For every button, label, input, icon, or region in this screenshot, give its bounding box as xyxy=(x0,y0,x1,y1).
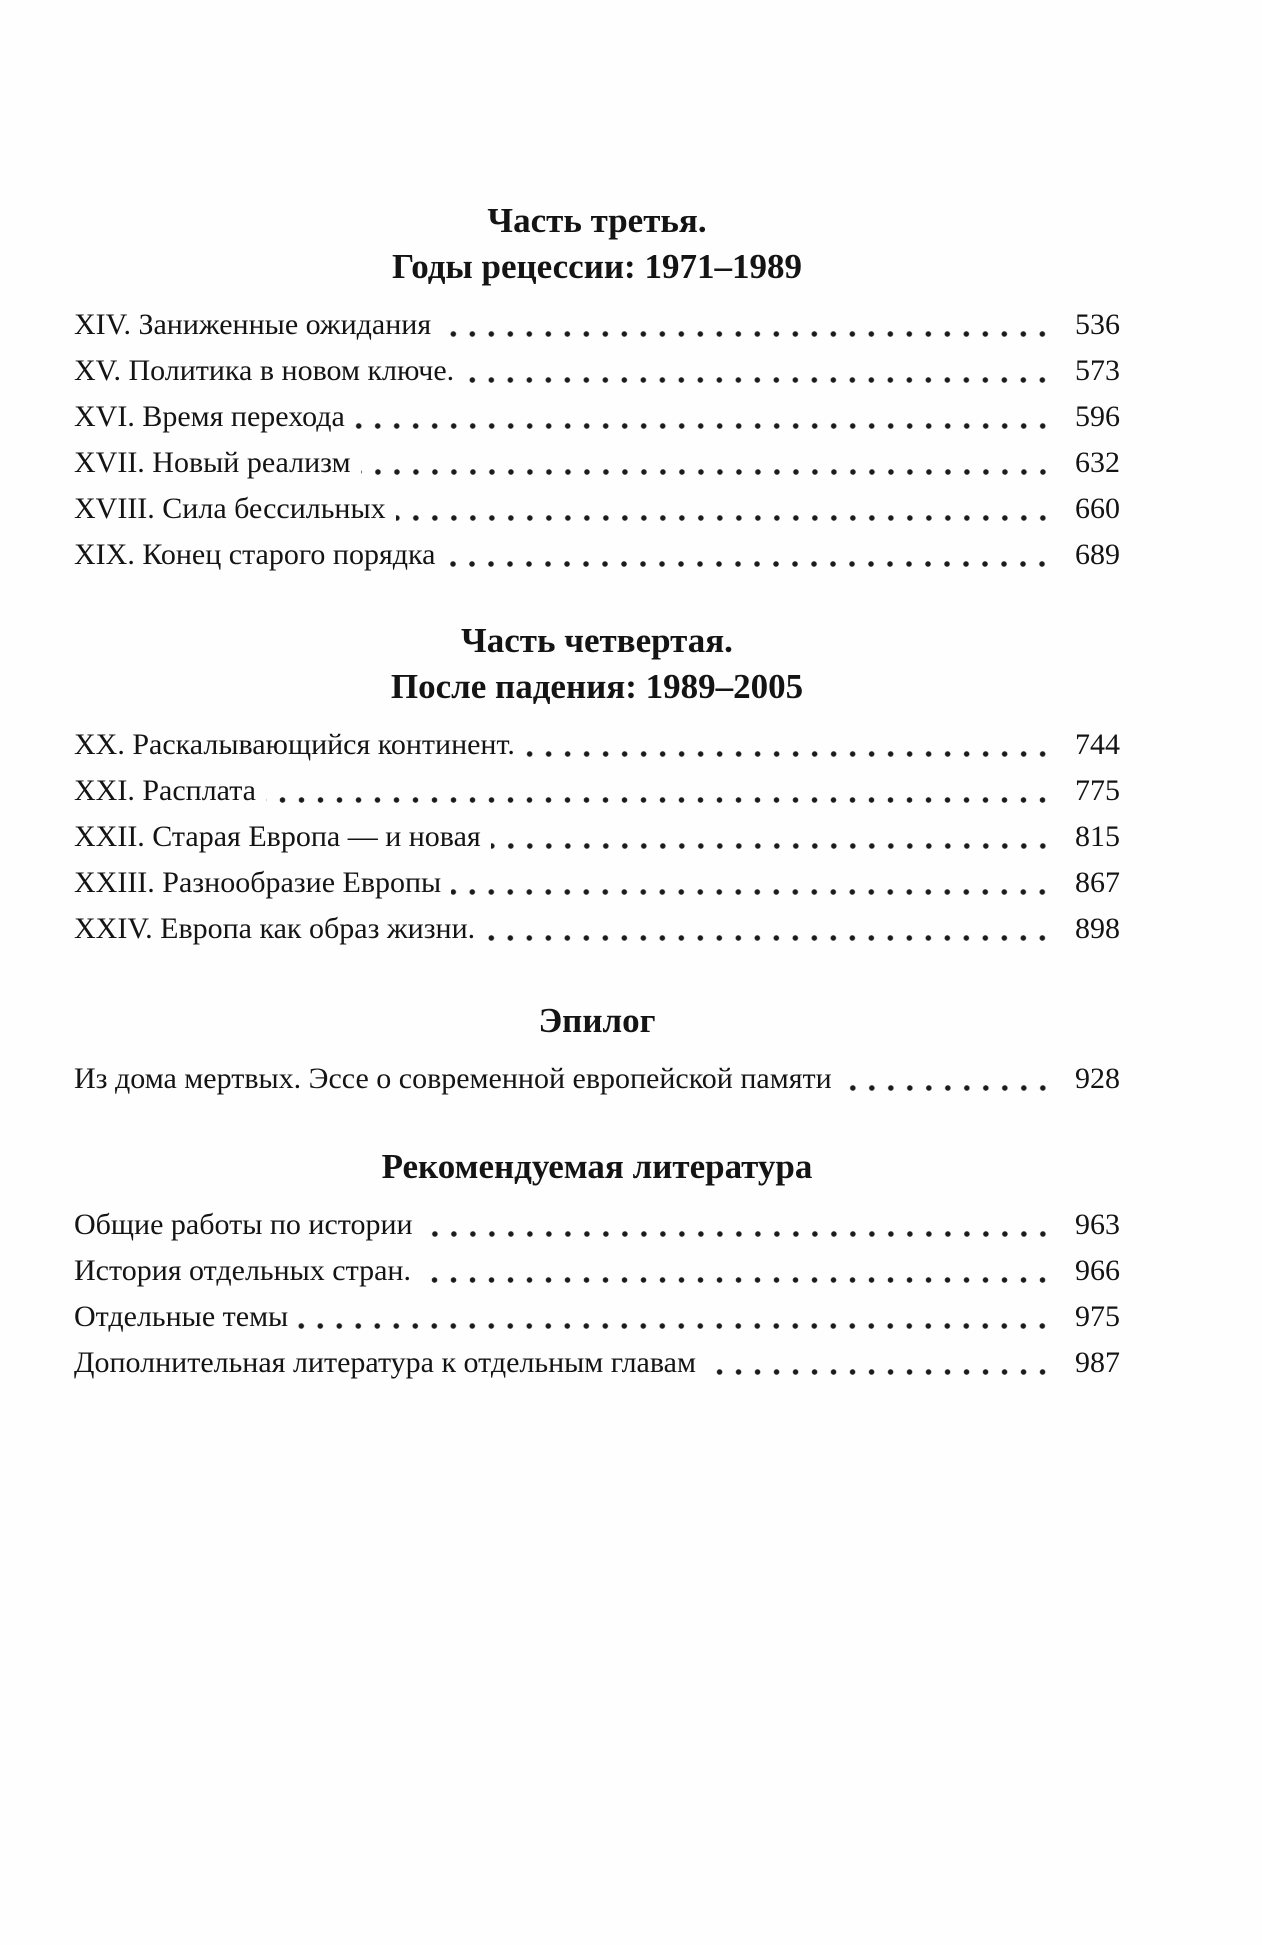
dot-leader xyxy=(396,486,1058,532)
toc-entry xyxy=(74,348,1120,394)
toc-entry-page: 963 xyxy=(1075,1208,1120,1241)
section-heading-epilog: Эпилог xyxy=(538,1001,656,1040)
toc-entry-title: XIV. Заниженные ожидания xyxy=(74,308,432,341)
section-heading-part-3-line-1: Часть третья. xyxy=(487,201,707,240)
dot-leader xyxy=(706,1340,1058,1386)
section-heading-part-4-line-2: После падения: 1989–2005 xyxy=(390,667,804,706)
toc-entry-page: 744 xyxy=(1075,728,1120,761)
toc-entry-title: История отдельных стран. xyxy=(74,1254,411,1287)
section-heading-part-3-line-2: Годы рецессии: 1971–1989 xyxy=(392,247,802,286)
section-heading-part-4-line-1: Часть четвертая. xyxy=(461,621,733,660)
toc-entry-page: 536 xyxy=(1075,308,1120,341)
toc-entry-page: 573 xyxy=(1075,354,1120,387)
dot-leader xyxy=(451,860,1058,906)
toc-entry-page: 815 xyxy=(1075,820,1120,853)
toc-entry-title: XX. Раскалывающийся континент. xyxy=(74,728,515,761)
toc-entry-title: Отдельные темы xyxy=(74,1300,289,1333)
dot-leader xyxy=(421,1248,1058,1294)
toc-entry-page: 966 xyxy=(1075,1254,1120,1287)
dot-leader xyxy=(355,394,1058,440)
toc-entry xyxy=(74,768,1120,814)
toc-entry-page: 689 xyxy=(1075,538,1120,571)
toc-entry-title: XIX. Конец старого порядка xyxy=(74,538,436,571)
toc-entry-title: XVII. Новый реализм xyxy=(74,446,351,479)
toc-entry-page: 596 xyxy=(1075,400,1120,433)
toc-entry-title: XXIII. Разнообразие Европы xyxy=(74,866,442,899)
dot-leader xyxy=(842,1056,1058,1102)
toc-entry xyxy=(74,814,1120,860)
toc-entry xyxy=(74,486,1120,532)
toc-entry-title: XV. Политика в новом ключе. xyxy=(74,354,455,387)
dot-leader xyxy=(266,768,1058,814)
toc-entry xyxy=(74,1248,1120,1294)
toc-entry xyxy=(74,860,1120,906)
toc-entry-title: Из дома мертвых. Эссе о современной европейской памяти xyxy=(74,1062,832,1095)
toc-entry-page: 867 xyxy=(1075,866,1120,899)
toc-entry-page: 987 xyxy=(1075,1346,1120,1379)
dot-leader xyxy=(298,1294,1058,1340)
toc-entry-title: XXI. Расплата xyxy=(74,774,256,807)
toc-entry xyxy=(74,394,1120,440)
toc-entry-page: 660 xyxy=(1075,492,1120,525)
toc-entry-title: Общие работы по истории xyxy=(74,1208,413,1241)
dot-leader xyxy=(361,440,1058,486)
toc-entry-page: 632 xyxy=(1075,446,1120,479)
toc-entry-title: Дополнительная литература к отдельным главам xyxy=(74,1346,696,1379)
toc-entry-title: XXII. Старая Европа — и новая xyxy=(74,820,481,853)
toc-entry-page: 898 xyxy=(1075,912,1120,945)
toc-entry xyxy=(74,440,1120,486)
dot-leader xyxy=(423,1202,1058,1248)
toc-entry xyxy=(74,532,1120,578)
toc-entry xyxy=(74,1202,1120,1248)
toc-entry-page: 928 xyxy=(1075,1062,1120,1095)
dot-leader xyxy=(464,348,1058,394)
dot-leader xyxy=(441,302,1058,348)
toc-entry xyxy=(74,1294,1120,1340)
toc-entry-title: XXIV. Европа как образ жизни. xyxy=(74,912,476,945)
toc-content xyxy=(74,198,1120,1386)
toc-entry-title: XVI. Время перехода xyxy=(74,400,345,433)
dot-leader xyxy=(525,722,1058,768)
toc-entry xyxy=(74,302,1120,348)
toc-entry xyxy=(74,722,1120,768)
section-heading-literature: Рекомендуемая литература xyxy=(381,1147,813,1186)
toc-entry-title: XVIII. Сила бессильных xyxy=(74,492,386,525)
toc-entry-page: 975 xyxy=(1075,1300,1120,1333)
toc-entry xyxy=(74,906,1120,952)
toc-entry xyxy=(74,1340,1120,1386)
dot-leader xyxy=(491,814,1058,860)
toc-entry-page: 775 xyxy=(1075,774,1120,807)
dot-leader xyxy=(445,532,1058,578)
toc-entry xyxy=(74,1056,1120,1102)
dot-leader xyxy=(485,906,1058,952)
